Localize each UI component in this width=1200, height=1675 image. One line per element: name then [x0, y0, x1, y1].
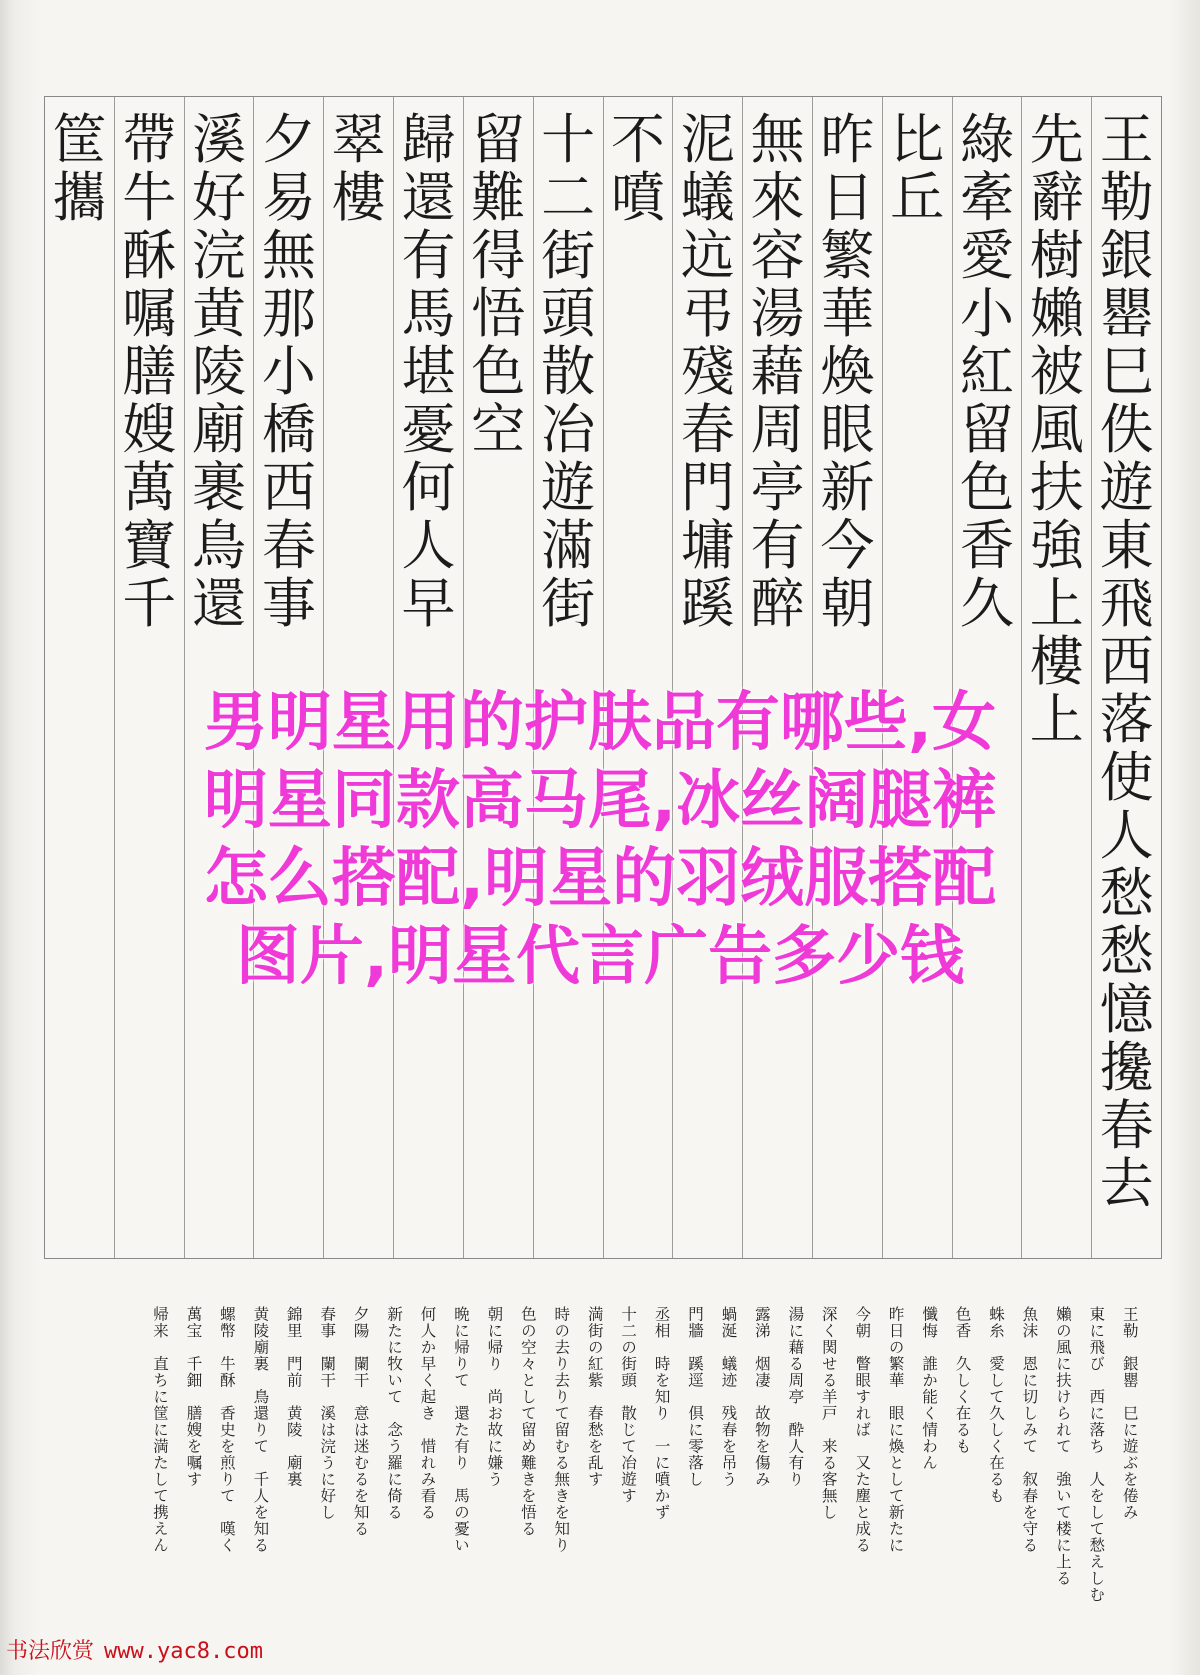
calligraphy-character: 二 — [541, 166, 596, 229]
calligraphy-character: 春 — [680, 398, 735, 461]
calligraphy-character: 冶 — [541, 398, 596, 461]
calligraphy-character: 裹 — [192, 456, 247, 519]
reading-column: 十二の街頭 散じて冶遊す — [619, 1306, 638, 1504]
headline-overlay — [30, 684, 1170, 996]
reading-column: 蝸涎 蟻迹 残春を吊う — [719, 1306, 738, 1488]
headline-line-2: 明星同款高马尾,冰丝阔腿裤 — [203, 764, 997, 838]
calligraphy-character: 亭 — [750, 456, 805, 519]
calligraphy-character: 朝 — [820, 572, 875, 635]
reading-column: 満街の紅紫 春愁を乱す — [585, 1306, 604, 1488]
calligraphy-column — [393, 97, 463, 1258]
calligraphy-character: 東 — [1099, 514, 1154, 577]
calligraphy-character: 蹊 — [680, 572, 735, 635]
reading-column: 時の去り去りて留むる無きを知り — [552, 1306, 571, 1554]
calligraphy-character: 那 — [261, 282, 316, 345]
calligraphy-character: 樹 — [1029, 224, 1084, 287]
reading-column: 色香 久しく在るも — [953, 1306, 972, 1455]
calligraphy-column — [742, 97, 812, 1258]
calligraphy-character: 銀 — [1099, 224, 1154, 287]
calligraphy-character: 萬 — [122, 456, 177, 519]
calligraphy-character: 攙 — [1099, 1036, 1154, 1099]
calligraphy-character: 事 — [261, 572, 316, 635]
calligraphy-character: 有 — [401, 224, 456, 287]
calligraphy-character: 春 — [261, 514, 316, 577]
calligraphy-character: 泥 — [680, 108, 735, 171]
calligraphy-column — [114, 97, 184, 1258]
calligraphy-character: 來 — [750, 166, 805, 229]
calligraphy-character: 廟 — [192, 398, 247, 461]
calligraphy-character: 愁 — [1099, 920, 1154, 983]
calligraphy-character: 紅 — [959, 340, 1014, 403]
reading-column: 露涕 烟凄 故物を傷み — [752, 1306, 771, 1488]
calligraphy-character: 上 — [1029, 688, 1084, 751]
calligraphy-character: 勒 — [1099, 166, 1154, 229]
calligraphy-character: 飛 — [1099, 572, 1154, 635]
calligraphy-character: 早 — [401, 572, 456, 635]
reading-column: 黄陵廟裏 鳥還りて 千人を知る — [251, 1306, 270, 1554]
calligraphy-character: 無 — [261, 224, 316, 287]
calligraphy-character: 西 — [261, 456, 316, 519]
calligraphy-column — [533, 97, 603, 1258]
calligraphy-character: 馬 — [401, 282, 456, 345]
reading-column: 蛛糸 愛して久しく在るも — [986, 1306, 1005, 1504]
calligraphy-character: 何 — [401, 456, 456, 519]
calligraphy-character: 弔 — [680, 282, 735, 345]
calligraphy-character: 還 — [192, 572, 247, 635]
reading-column: 何人か早く起き 惜れみ看る — [418, 1306, 437, 1521]
calligraphy-character: 得 — [471, 224, 526, 287]
calligraphy-character: 容 — [750, 224, 805, 287]
calligraphy-character: 千 — [122, 572, 177, 635]
calligraphy-character: 愁 — [1099, 862, 1154, 925]
reading-column: 春事 闌干 溪は浣うに好し — [318, 1306, 337, 1521]
calligraphy-character: 牛 — [122, 166, 177, 229]
headline-line-1: 男明星用的护肤品有哪些,女 — [203, 686, 997, 760]
watermark-url: www.yac8.com — [104, 1639, 263, 1664]
calligraphy-character: 無 — [750, 108, 805, 171]
calligraphy-character: 迒 — [680, 224, 735, 287]
reading-column: 丞相 時を知り 一に噴かず — [652, 1306, 671, 1521]
reading-column: 門牆 蹊逕 倶に零落し — [686, 1306, 704, 1488]
calligraphy-column — [1021, 97, 1091, 1258]
calligraphy-character: 湯 — [750, 282, 805, 345]
reading-column: 萬宝 千鈿 膳嫂を嘱す — [184, 1306, 203, 1488]
calligraphy-character: 嬾 — [1029, 282, 1084, 345]
reading-column: 嬾の風に扶けられて 強いて楼に上る — [1053, 1306, 1072, 1587]
calligraphy-character: 愛 — [959, 224, 1014, 287]
reading-column: 懺悔 誰か能く情わん — [920, 1306, 939, 1471]
calligraphy-character: 十 — [541, 108, 596, 171]
reading-column: 今朝 瞥眼すれば 又た塵と成る — [853, 1306, 872, 1554]
calligraphy-character: 眼 — [820, 398, 875, 461]
calligraphy-character: 丘 — [890, 166, 945, 229]
calligraphy-character: 扶 — [1029, 456, 1084, 519]
calligraphy-character: 浣 — [192, 224, 247, 287]
calligraphy-character: 空 — [471, 398, 526, 461]
calligraphy-character: 巳 — [1099, 340, 1154, 403]
reading-column: 色の空々として留め難きを悟る — [518, 1306, 537, 1537]
calligraphy-character: 西 — [1099, 630, 1154, 693]
calligraphy-character: 今 — [820, 514, 875, 577]
calligraphy-character: 留 — [471, 108, 526, 171]
watermark-site-name: 书法欣赏 — [6, 1639, 95, 1664]
calligraphy-character: 醉 — [750, 572, 805, 635]
calligraphy-character: 酥 — [122, 224, 177, 287]
calligraphy-character: 日 — [820, 166, 875, 229]
calligraphy-character: 鳥 — [192, 514, 247, 577]
calligraphy-character: 寶 — [122, 514, 177, 577]
calligraphy-character: 使 — [1099, 746, 1154, 809]
reading-column: 螺幣 牛酥 香史を煎りて 嘆く — [217, 1306, 236, 1554]
calligraphy-character: 易 — [261, 166, 316, 229]
calligraphy-character: 悟 — [471, 282, 526, 345]
calligraphy-character: 陵 — [192, 340, 247, 403]
calligraphy-character: 罌 — [1099, 282, 1154, 345]
reading-column: 王勒 銀罌 巳に遊ぶを倦み — [1120, 1306, 1139, 1521]
calligraphy-character: 殘 — [680, 340, 735, 403]
calligraphy-character: 溪 — [192, 108, 247, 171]
calligraphy-character: 香 — [959, 514, 1014, 577]
calligraphy-character: 街 — [541, 224, 596, 287]
reading-column: 東に飛び 西に落ち 人をして愁えしむ — [1087, 1306, 1106, 1603]
calligraphy-character: 比 — [890, 108, 945, 171]
calligraphy-character: 難 — [471, 166, 526, 229]
calligraphy-character: 去 — [1099, 1152, 1154, 1215]
calligraphy-character: 人 — [401, 514, 456, 577]
calligraphy-character: 帶 — [122, 108, 177, 171]
calligraphy-character: 攜 — [52, 166, 107, 229]
calligraphy-character: 小 — [959, 282, 1014, 345]
calligraphy-column — [952, 97, 1022, 1258]
reading-column: 夕陽 闌干 意は迷むるを知る — [351, 1306, 370, 1537]
calligraphy-column — [812, 97, 882, 1258]
calligraphy-column — [184, 97, 254, 1258]
calligraphy-manuscript-grid — [44, 96, 1162, 1259]
calligraphy-character: 樓 — [1029, 630, 1084, 693]
calligraphy-character: 膳 — [122, 340, 177, 403]
calligraphy-character: 春 — [1099, 1094, 1154, 1157]
calligraphy-column — [45, 97, 114, 1258]
headline-line-3: 怎么搭配,明星的羽绒服搭配 — [203, 842, 997, 916]
calligraphy-character: 周 — [750, 398, 805, 461]
calligraphy-character: 墉 — [680, 514, 735, 577]
calligraphy-column — [882, 97, 952, 1258]
calligraphy-character: 落 — [1099, 688, 1154, 751]
calligraphy-character: 滿 — [541, 514, 596, 577]
calligraphy-character: 人 — [1099, 804, 1154, 867]
calligraphy-character: 樓 — [331, 166, 386, 229]
calligraphy-character: 橋 — [261, 398, 316, 461]
calligraphy-character: 久 — [959, 572, 1014, 635]
reading-column: 帰来 直ちに筐に満たして携えん — [151, 1306, 169, 1554]
calligraphy-column — [463, 97, 533, 1258]
calligraphy-character: 繁 — [820, 224, 875, 287]
calligraphy-character: 新 — [820, 456, 875, 519]
calligraphy-character: 憶 — [1099, 978, 1154, 1041]
calligraphy-character: 蟻 — [680, 166, 735, 229]
calligraphy-column — [323, 97, 393, 1258]
calligraphy-character: 風 — [1029, 398, 1084, 461]
calligraphy-character: 街 — [541, 572, 596, 635]
calligraphy-column — [1091, 97, 1161, 1258]
calligraphy-column — [603, 97, 673, 1258]
calligraphy-character: 憂 — [401, 398, 456, 461]
calligraphy-character: 夕 — [261, 108, 316, 171]
calligraphy-character: 黄 — [192, 282, 247, 345]
calligraphy-character: 翠 — [331, 108, 386, 171]
calligraphy-character: 小 — [261, 340, 316, 403]
calligraphy-character: 嘱 — [122, 282, 177, 345]
calligraphy-character: 噴 — [610, 166, 665, 229]
reading-column: 深く関せる羊戸 来る客無し — [819, 1306, 838, 1521]
calligraphy-character: 頭 — [541, 282, 596, 345]
calligraphy-character: 辭 — [1029, 166, 1084, 229]
calligraphy-character: 色 — [959, 456, 1014, 519]
reading-column: 湯に藉る周亭 酔人有り — [786, 1306, 805, 1488]
calligraphy-character: 強 — [1029, 514, 1084, 577]
calligraphy-character: 有 — [750, 514, 805, 577]
site-watermark — [6, 1638, 263, 1666]
calligraphy-character: 好 — [192, 166, 247, 229]
calligraphy-column — [253, 97, 323, 1258]
reading-column: 朝に帰り 尚お故に嫌う — [485, 1306, 504, 1488]
calligraphy-character: 被 — [1029, 340, 1084, 403]
calligraphy-character: 遊 — [1099, 456, 1154, 519]
calligraphy-character: 歸 — [401, 108, 456, 171]
reading-column: 魚沫 恩に切しみて 叙春を守る — [1020, 1306, 1039, 1554]
reading-column: 新たに牧いて 念う羅に倚る — [385, 1306, 404, 1521]
calligraphy-character: 綠 — [959, 108, 1014, 171]
calligraphy-character: 堪 — [401, 340, 456, 403]
calligraphy-character: 門 — [680, 456, 735, 519]
calligraphy-character: 華 — [820, 282, 875, 345]
calligraphy-character: 不 — [610, 108, 665, 171]
reading-column: 昨日の繁華 眼に煥として新たに — [886, 1306, 905, 1554]
calligraphy-character: 上 — [1029, 572, 1084, 635]
calligraphy-character: 煥 — [820, 340, 875, 403]
calligraphy-character: 遊 — [541, 456, 596, 519]
calligraphy-character: 昨 — [820, 108, 875, 171]
reading-column: 晩に帰りて 還た有り 馬の憂い — [451, 1306, 470, 1554]
reading-column: 錦里 門前 黄陵 廟裏 — [284, 1306, 303, 1488]
calligraphy-character: 筐 — [52, 108, 107, 171]
headline-line-4: 图片,明星代言广告多少钱 — [235, 920, 965, 994]
calligraphy-character: 散 — [541, 340, 596, 403]
calligraphy-character: 佚 — [1099, 398, 1154, 461]
calligraphy-character: 嫂 — [122, 398, 177, 461]
calligraphy-character: 色 — [471, 340, 526, 403]
calligraphy-character: 還 — [401, 166, 456, 229]
calligraphy-character: 王 — [1099, 108, 1154, 171]
transcription-reading-text — [150, 1306, 1140, 1636]
calligraphy-character: 留 — [959, 398, 1014, 461]
calligraphy-character: 先 — [1029, 108, 1084, 171]
calligraphy-column — [672, 97, 742, 1258]
calligraphy-character: 牽 — [959, 166, 1014, 229]
calligraphy-character: 藉 — [750, 340, 805, 403]
